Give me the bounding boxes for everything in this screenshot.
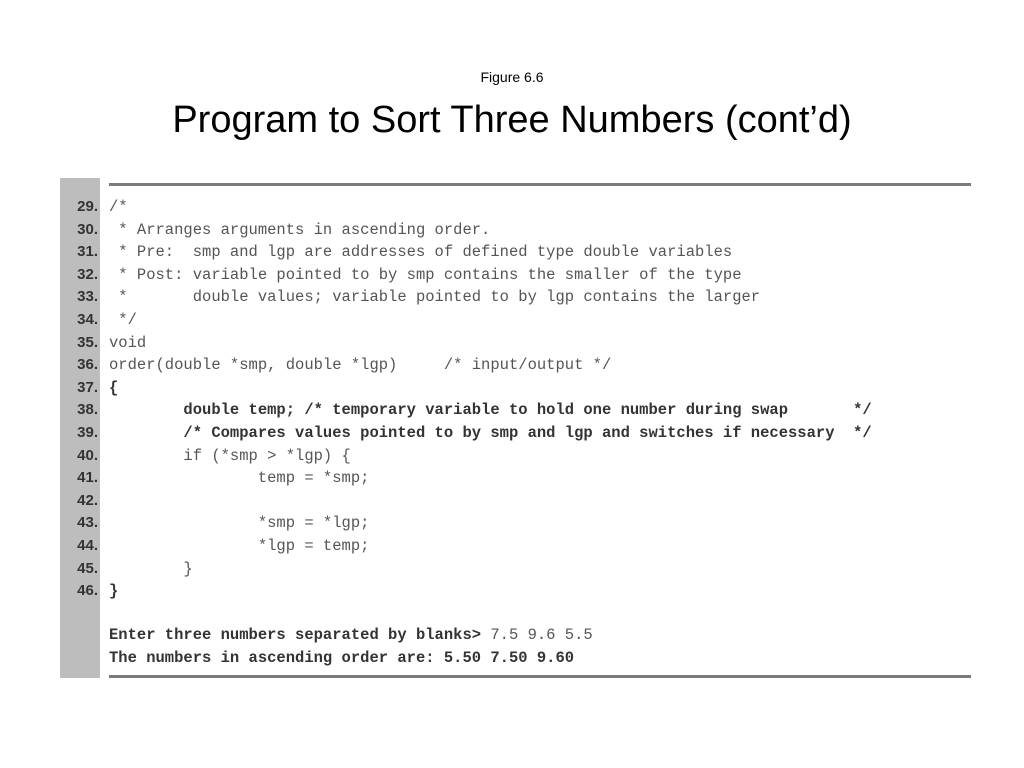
line-number: 35. [77,333,98,351]
code-line: temp = *smp; [109,469,370,488]
code-line: double temp; /* temporary variable to hold one number during swap */ [109,401,872,420]
line-number: 33. [77,288,98,306]
line-number: 39. [77,423,98,441]
line-number: 37. [77,378,98,396]
line-number: 29. [77,198,98,215]
code-figure [60,178,972,678]
line-number: 42. [77,491,98,509]
output-user-input: 7.5 9.6 5.5 [490,626,593,644]
code-line: *lgp = temp; [109,536,370,555]
line-number: 32. [77,265,98,283]
output-prompt-line [109,624,971,647]
line-number: 34. [77,310,98,328]
output-prompt: Enter three numbers separated by blanks> [109,626,491,644]
code-line: if (*smp > *lgp) { [109,446,351,465]
line-number: 44. [77,536,98,554]
line-number: 46. [77,582,98,600]
code-line: *smp = *lgp; [109,514,370,533]
code-line: */ [109,310,137,329]
bottom-rule [109,675,971,678]
line-number: 36. [77,356,98,374]
code-line: /* Compares values pointed to by smp and lgp and switches if necessary */ [109,423,872,442]
code-line: order(double *smp, double *lgp) /* input/output */ [109,356,612,375]
code-line [109,490,971,513]
slide-title: Program to Sort Three Numbers (cont’d) [172,99,852,141]
code-line: } [109,582,119,601]
code-line: * double values; variable pointed to by lgp contains the larger [109,288,761,307]
code-line: * Post: variable pointed to by smp contains the smaller of the type [109,265,742,284]
program-output [109,624,971,669]
line-number: 30. [77,220,98,238]
line-number: 40. [77,446,98,464]
code-line: * Pre: smp and lgp are addresses of defined type double variables [109,243,733,262]
code-line: /* [109,198,128,216]
line-number: 43. [77,514,98,532]
line-number: 45. [77,559,98,577]
code-line: * Arranges arguments in ascending order. [109,220,491,239]
line-number: 38. [77,401,98,419]
output-result-line: The numbers in ascending order are: 5.50 7.50 9.60 [109,648,575,667]
figure-label: Figure 6.6 [480,69,544,85]
line-number: 41. [77,469,98,487]
code-listing [109,196,971,603]
code-line: void [109,333,147,352]
code-line: } [109,559,193,578]
line-number: 31. [77,243,98,261]
code-line: { [109,378,119,397]
top-rule [109,183,971,186]
line-numbers [60,196,98,603]
